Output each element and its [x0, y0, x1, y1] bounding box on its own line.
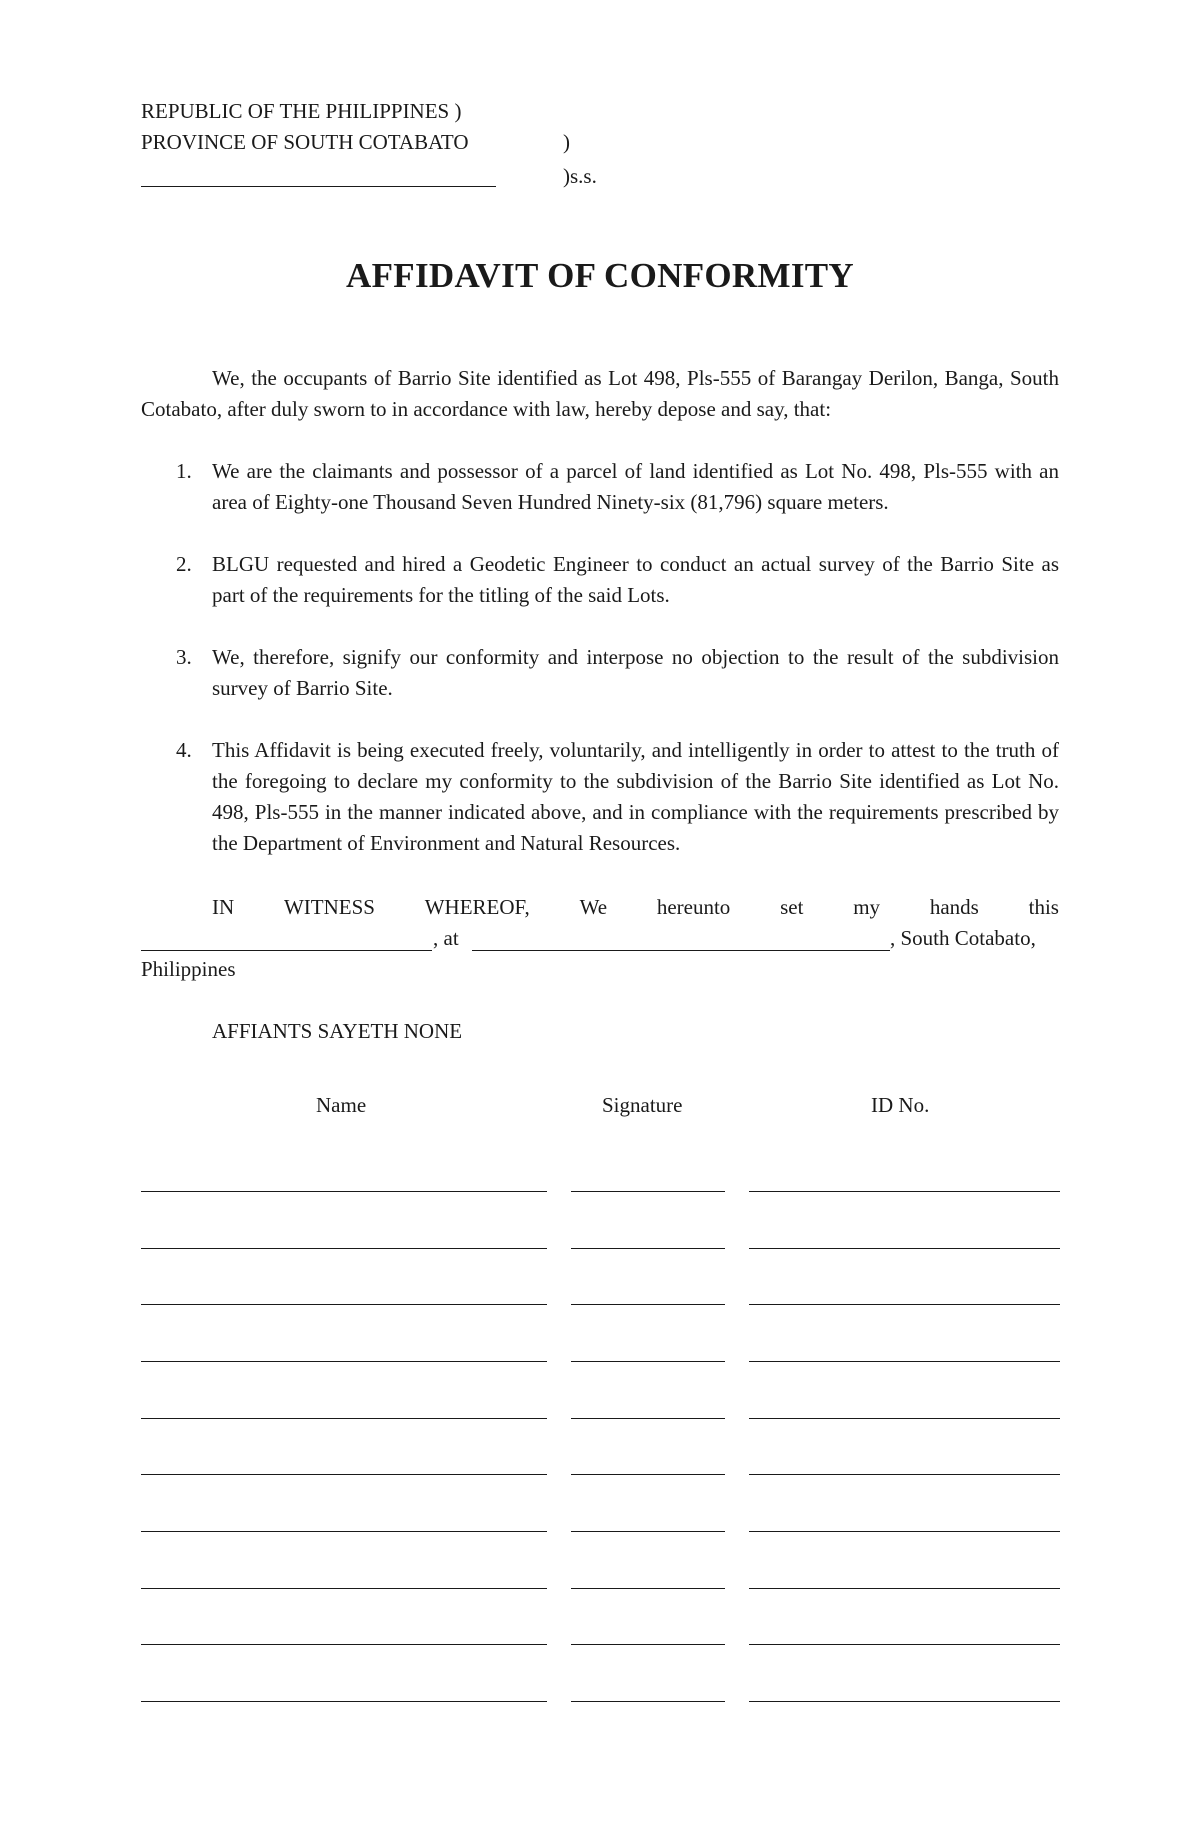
signature-row — [0, 1474, 1200, 1475]
list-item — [141, 549, 1059, 611]
witness-word: We — [579, 895, 608, 919]
column-header-name: Name — [316, 1093, 367, 1117]
item-number: 2. — [176, 552, 192, 576]
id-blank[interactable] — [749, 1644, 1060, 1645]
signature-row — [0, 1248, 1200, 1249]
witness-date-place-line — [141, 923, 1059, 954]
witness-country: Philippines — [141, 957, 236, 981]
venue-city-blank[interactable] — [141, 186, 496, 187]
id-blank[interactable] — [749, 1248, 1060, 1249]
signature-blank[interactable] — [571, 1191, 725, 1192]
place-blank[interactable] — [472, 950, 890, 951]
name-blank[interactable] — [141, 1644, 547, 1645]
item-number: 3. — [176, 645, 192, 669]
id-blank[interactable] — [749, 1701, 1060, 1702]
intro-paragraph: We, the occupants of Barrio Site identified as Lot 498, Pls-555 of Barangay Derilon, Banga, South Cotabato, after duly sworn to in accordance with law, hereby depose and say, that: — [141, 366, 1059, 421]
name-blank[interactable] — [141, 1361, 547, 1362]
id-blank[interactable] — [749, 1531, 1060, 1532]
witness-clause — [141, 892, 1059, 923]
column-header-id: ID No. — [871, 1093, 930, 1117]
witness-word: hands — [929, 895, 979, 919]
signature-row — [0, 1531, 1200, 1532]
name-blank[interactable] — [141, 1701, 547, 1702]
id-blank[interactable] — [749, 1588, 1060, 1589]
id-blank[interactable] — [749, 1191, 1060, 1192]
witness-word: WHEREOF, — [424, 895, 530, 919]
column-header-signature: Signature — [602, 1093, 683, 1117]
signature-row — [0, 1701, 1200, 1702]
venue-paren: ) — [563, 130, 570, 154]
signature-row — [0, 1644, 1200, 1645]
list-item — [141, 456, 1059, 518]
name-blank[interactable] — [141, 1248, 547, 1249]
item-text: This Affidavit is being executed freely, voluntarily, and intelligently in order to attest to the truth of the foregoing to declare my conformity to the subdivision of the Barrio Site identified as Lot No. 498, Pls-555 in the manner indicated above, and in compliance with the requirements prescribed by the Department of Environment and Natural Resources. — [212, 738, 1059, 855]
list-item — [141, 642, 1059, 704]
id-blank[interactable] — [749, 1304, 1060, 1305]
venue-ss: )s.s. — [563, 164, 597, 188]
id-blank[interactable] — [749, 1418, 1060, 1419]
item-text: BLGU requested and hired a Geodetic Engineer to conduct an actual survey of the Barrio Site as part of the requirements for the titling of the said Lots. — [212, 552, 1059, 607]
signature-row — [0, 1191, 1200, 1192]
signature-blank[interactable] — [571, 1701, 725, 1702]
signature-blank[interactable] — [571, 1248, 725, 1249]
witness-word: my — [853, 895, 881, 919]
name-blank[interactable] — [141, 1304, 547, 1305]
id-blank[interactable] — [749, 1474, 1060, 1475]
witness-word: hereunto — [656, 895, 731, 919]
signature-blank[interactable] — [571, 1304, 725, 1305]
signature-blank[interactable] — [571, 1474, 725, 1475]
item-text: We are the claimants and possessor of a parcel of land identified as Lot No. 498, Pls-555 with an area of Eighty-one Thousand Seven Hundred Ninety-six (81,796) square meters. — [212, 459, 1059, 514]
signature-blank[interactable] — [571, 1644, 725, 1645]
signature-row — [0, 1418, 1200, 1419]
item-number: 4. — [176, 738, 192, 762]
name-blank[interactable] — [141, 1588, 547, 1589]
name-blank[interactable] — [141, 1474, 547, 1475]
witness-word: IN — [212, 895, 235, 919]
venue-republic: REPUBLIC OF THE PHILIPPINES ) — [141, 99, 462, 123]
venue-province: PROVINCE OF SOUTH COTABATO — [141, 130, 469, 154]
name-blank[interactable] — [141, 1418, 547, 1419]
item-number: 1. — [176, 459, 192, 483]
signature-blank[interactable] — [571, 1531, 725, 1532]
item-text: We, therefore, signify our conformity and interpose no objection to the result of the subdivision survey of Barrio Site. — [212, 645, 1059, 700]
witness-word: this — [1028, 895, 1059, 919]
list-item — [141, 735, 1059, 859]
signature-blank[interactable] — [571, 1418, 725, 1419]
witness-word: WITNESS — [283, 895, 375, 919]
signature-row — [0, 1304, 1200, 1305]
id-blank[interactable] — [749, 1361, 1060, 1362]
signature-row — [0, 1361, 1200, 1362]
signature-blank[interactable] — [571, 1588, 725, 1589]
signature-blank[interactable] — [571, 1361, 725, 1362]
affiants-closing: AFFIANTS SAYETH NONE — [212, 1019, 463, 1043]
date-blank[interactable] — [141, 950, 432, 951]
witness-at: , at — [433, 926, 459, 950]
name-blank[interactable] — [141, 1191, 547, 1192]
signature-row — [0, 1588, 1200, 1589]
name-blank[interactable] — [141, 1531, 547, 1532]
witness-word: set — [780, 895, 804, 919]
witness-place-suffix: , South Cotabato, — [890, 926, 1036, 950]
document-title: AFFIDAVIT OF CONFORMITY — [346, 256, 854, 295]
